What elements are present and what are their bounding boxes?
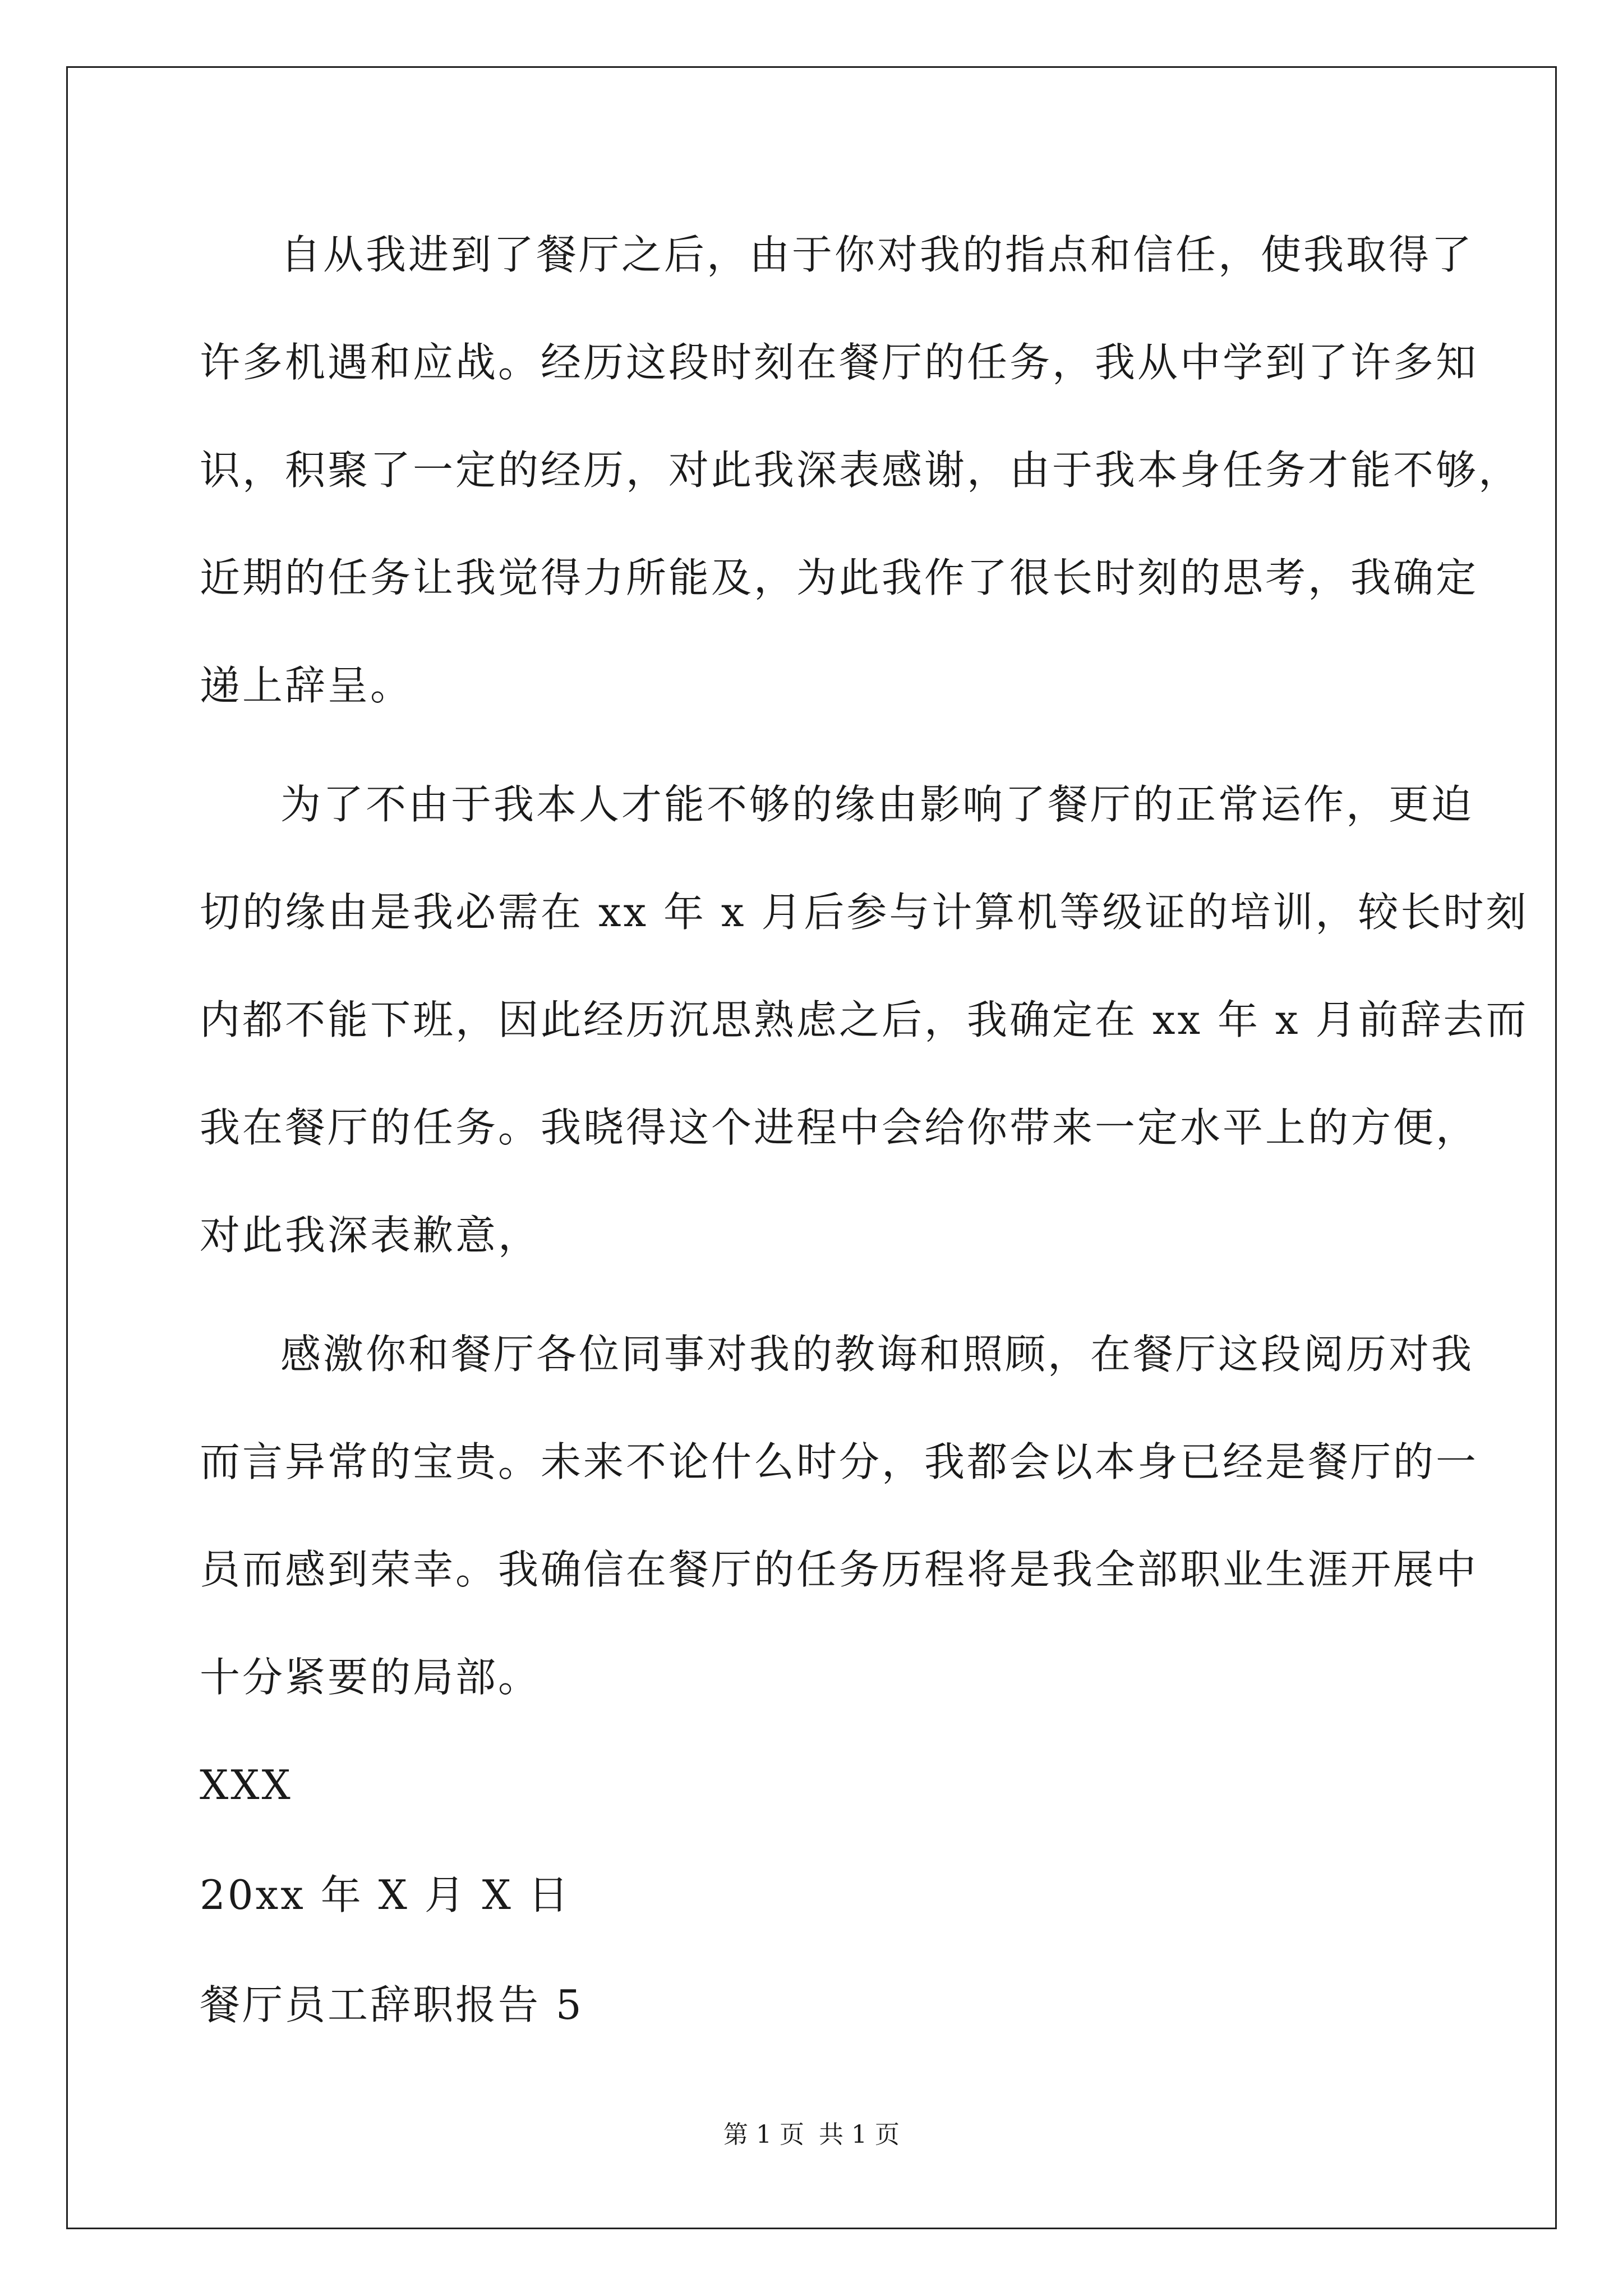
- paragraph-line: 内都不能下班，因此经历沉思熟虑之后，我确定在 xx 年 x 月前辞去而: [200, 996, 1529, 1043]
- paragraph-line: 自从我进到了餐厅之后，由于你对我的指点和信任，使我取得了: [280, 231, 1474, 278]
- date: 20xx 年 X 月 X 日: [200, 1871, 571, 1918]
- paragraph-line: 感激你和餐厅各位同事对我的教诲和照顾，在餐厅这段阅历对我: [280, 1331, 1474, 1378]
- paragraph-line: 十分紧要的局部。: [200, 1654, 541, 1701]
- page-number-current: 第 1 页: [723, 2120, 804, 2149]
- next-section-title: 餐厅员工辞职报告 5: [200, 1981, 584, 2028]
- page-footer: [0, 2118, 1623, 2152]
- paragraph-line: 我在餐厅的任务。我晓得这个进程中会给你带来一定水平上的方便，: [200, 1104, 1479, 1151]
- paragraph-line: 切的缘由是我必需在 xx 年 x 月后参与计算机等级证的培训，较长时刻: [200, 889, 1529, 936]
- paragraph-line: 识，积聚了一定的经历，对此我深表感谢，由于我本身任务才能不够，: [200, 447, 1521, 494]
- signature: XXX: [200, 1761, 293, 1809]
- paragraph-line: 对此我深表歉意，: [200, 1212, 541, 1259]
- paragraph-line: 许多机遇和应战。经历这段时刻在餐厅的任务，我从中学到了许多知: [200, 339, 1479, 386]
- paragraph-line: 递上辞呈。: [200, 662, 413, 709]
- paragraph-line: 员而感到荣幸。我确信在餐厅的任务历程将是我全部职业生涯开展中: [200, 1546, 1479, 1593]
- page-number-total: 共 1 页: [819, 2120, 900, 2149]
- paragraph-line: 而言异常的宝贵。未来不论什么时分，我都会以本身已经是餐厅的一: [200, 1438, 1479, 1485]
- paragraph-line: 为了不由于我本人才能不够的缘由影响了餐厅的正常运作，更迫: [280, 781, 1474, 828]
- paragraph-line: 近期的任务让我觉得力所能及，为此我作了很长时刻的思考，我确定: [200, 554, 1479, 601]
